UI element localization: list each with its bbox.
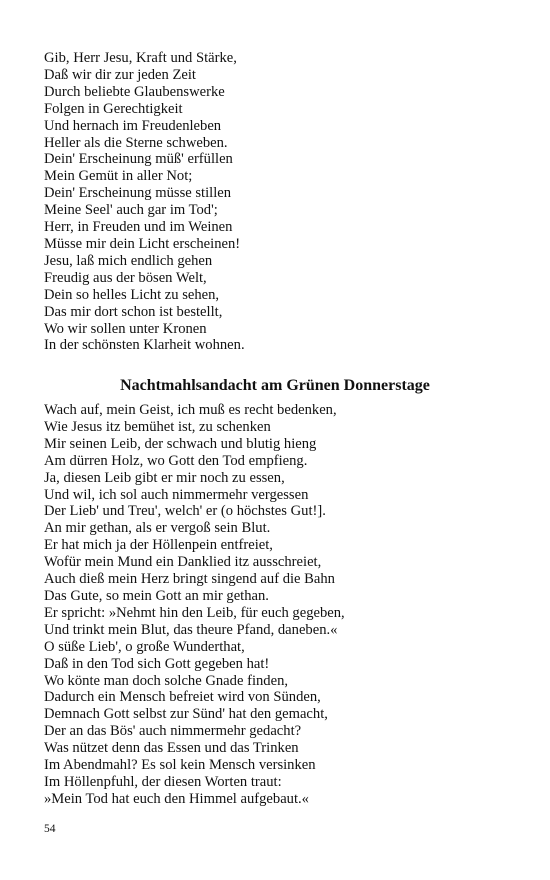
poem-line: Dein' Erscheinung müsse stillen xyxy=(44,185,232,202)
poem-line: Meine Seel' auch gar im Tod'; xyxy=(44,202,218,219)
poem-line: An mir gethan, als er vergoß sein Blut. xyxy=(44,520,271,537)
poem-line: Demnach Gott selbst zur Sünd' hat den gemacht, xyxy=(44,706,328,723)
poem-line: Dein' Erscheinung müß' erfüllen xyxy=(44,151,233,168)
poem-line: Daß wir dir zur jeden Zeit xyxy=(44,66,196,83)
poem-line: Heller als die Sterne schweben. xyxy=(44,134,228,151)
poem-line: Gib, Herr Jesu, Kraft und Stärke, xyxy=(44,50,237,66)
poem-line: Mir seinen Leib, der schwach und blutig hieng xyxy=(44,435,317,452)
poem-line: Wo könte man doch solche Gnade finden, xyxy=(44,672,289,689)
poem-line: Wach auf, mein Geist, ich muß es recht bedenken, xyxy=(44,402,337,418)
poem-line: Und wil, ich sol auch nimmermehr vergessen xyxy=(44,486,309,503)
page-number: 54 xyxy=(44,823,56,835)
section-title: Nachtmahlsandacht am Grünen Donnerstage xyxy=(120,377,430,394)
poem-line: Dein so helles Licht zu sehen, xyxy=(44,286,220,303)
poem-line: Dadurch ein Mensch befreiet wird von Sünden, xyxy=(44,689,321,706)
poem-line: O süße Lieb', o große Wunderthat, xyxy=(44,638,245,655)
poem-line: Mein Gemüt in aller Not; xyxy=(44,168,193,185)
poem-line: »Mein Tod hat euch den Himmel aufgebaut.« xyxy=(44,790,309,807)
poem-line: Der Lieb' und Treu', welch' er (o höchstes Gut!]. xyxy=(44,503,326,520)
poem-line: In der schönsten Klarheit wohnen. xyxy=(44,337,245,354)
poem-line: Das Gute, so mein Gott an mir gethan. xyxy=(44,587,269,604)
poem-line: Das mir dort schon ist bestellt, xyxy=(44,303,223,320)
poem-line: Wie Jesus itz bemühet ist, zu schenken xyxy=(44,418,271,435)
poem-line: Im Abendmahl? Es sol kein Mensch versinken xyxy=(44,757,316,774)
poem-stanza-1 xyxy=(44,50,514,354)
poem-line: Der an das Bös' auch nimmermehr gedacht? xyxy=(44,723,302,740)
poem-line: Freudig aus der bösen Welt, xyxy=(44,269,207,286)
poem-line: Müsse mir dein Licht erscheinen! xyxy=(44,235,241,252)
poem-line: Was nützet denn das Essen und das Trinken xyxy=(44,740,299,757)
poem-line: Er hat mich ja der Höllenpein entfreiet, xyxy=(44,537,273,554)
poem-line: Jesu, laß mich endlich gehen xyxy=(44,252,213,269)
poem-line: Herr, in Freuden und im Weinen xyxy=(44,219,233,236)
poem-line: Durch beliebte Glaubenswerke xyxy=(44,83,225,100)
poem-line: Auch dieß mein Herz bringt singend auf die Bahn xyxy=(44,571,335,588)
poem-line: Er spricht: »Nehmt hin den Leib, für euch gegeben, xyxy=(44,604,345,621)
poem-line: Wofür mein Mund ein Danklied itz ausschreiet, xyxy=(44,554,322,571)
poem-line: Und hernach im Freudenleben xyxy=(44,117,222,134)
poem-line: Am dürren Holz, wo Gott den Tod empfieng. xyxy=(44,452,308,469)
poem-line: Und trinkt mein Blut, das theure Pfand, daneben.« xyxy=(44,621,338,638)
poem-line: Folgen in Gerechtigkeit xyxy=(44,100,183,117)
poem-line: Daß in den Tod sich Gott gegeben hat! xyxy=(44,655,270,672)
poem-stanza-2 xyxy=(44,402,514,808)
poem-line: Ja, diesen Leib gibt er mir noch zu essen, xyxy=(44,469,285,486)
poem-line: Wo wir sollen unter Kronen xyxy=(44,320,207,337)
poem-line: Im Höllenpfuhl, der diesen Worten traut: xyxy=(44,773,282,790)
